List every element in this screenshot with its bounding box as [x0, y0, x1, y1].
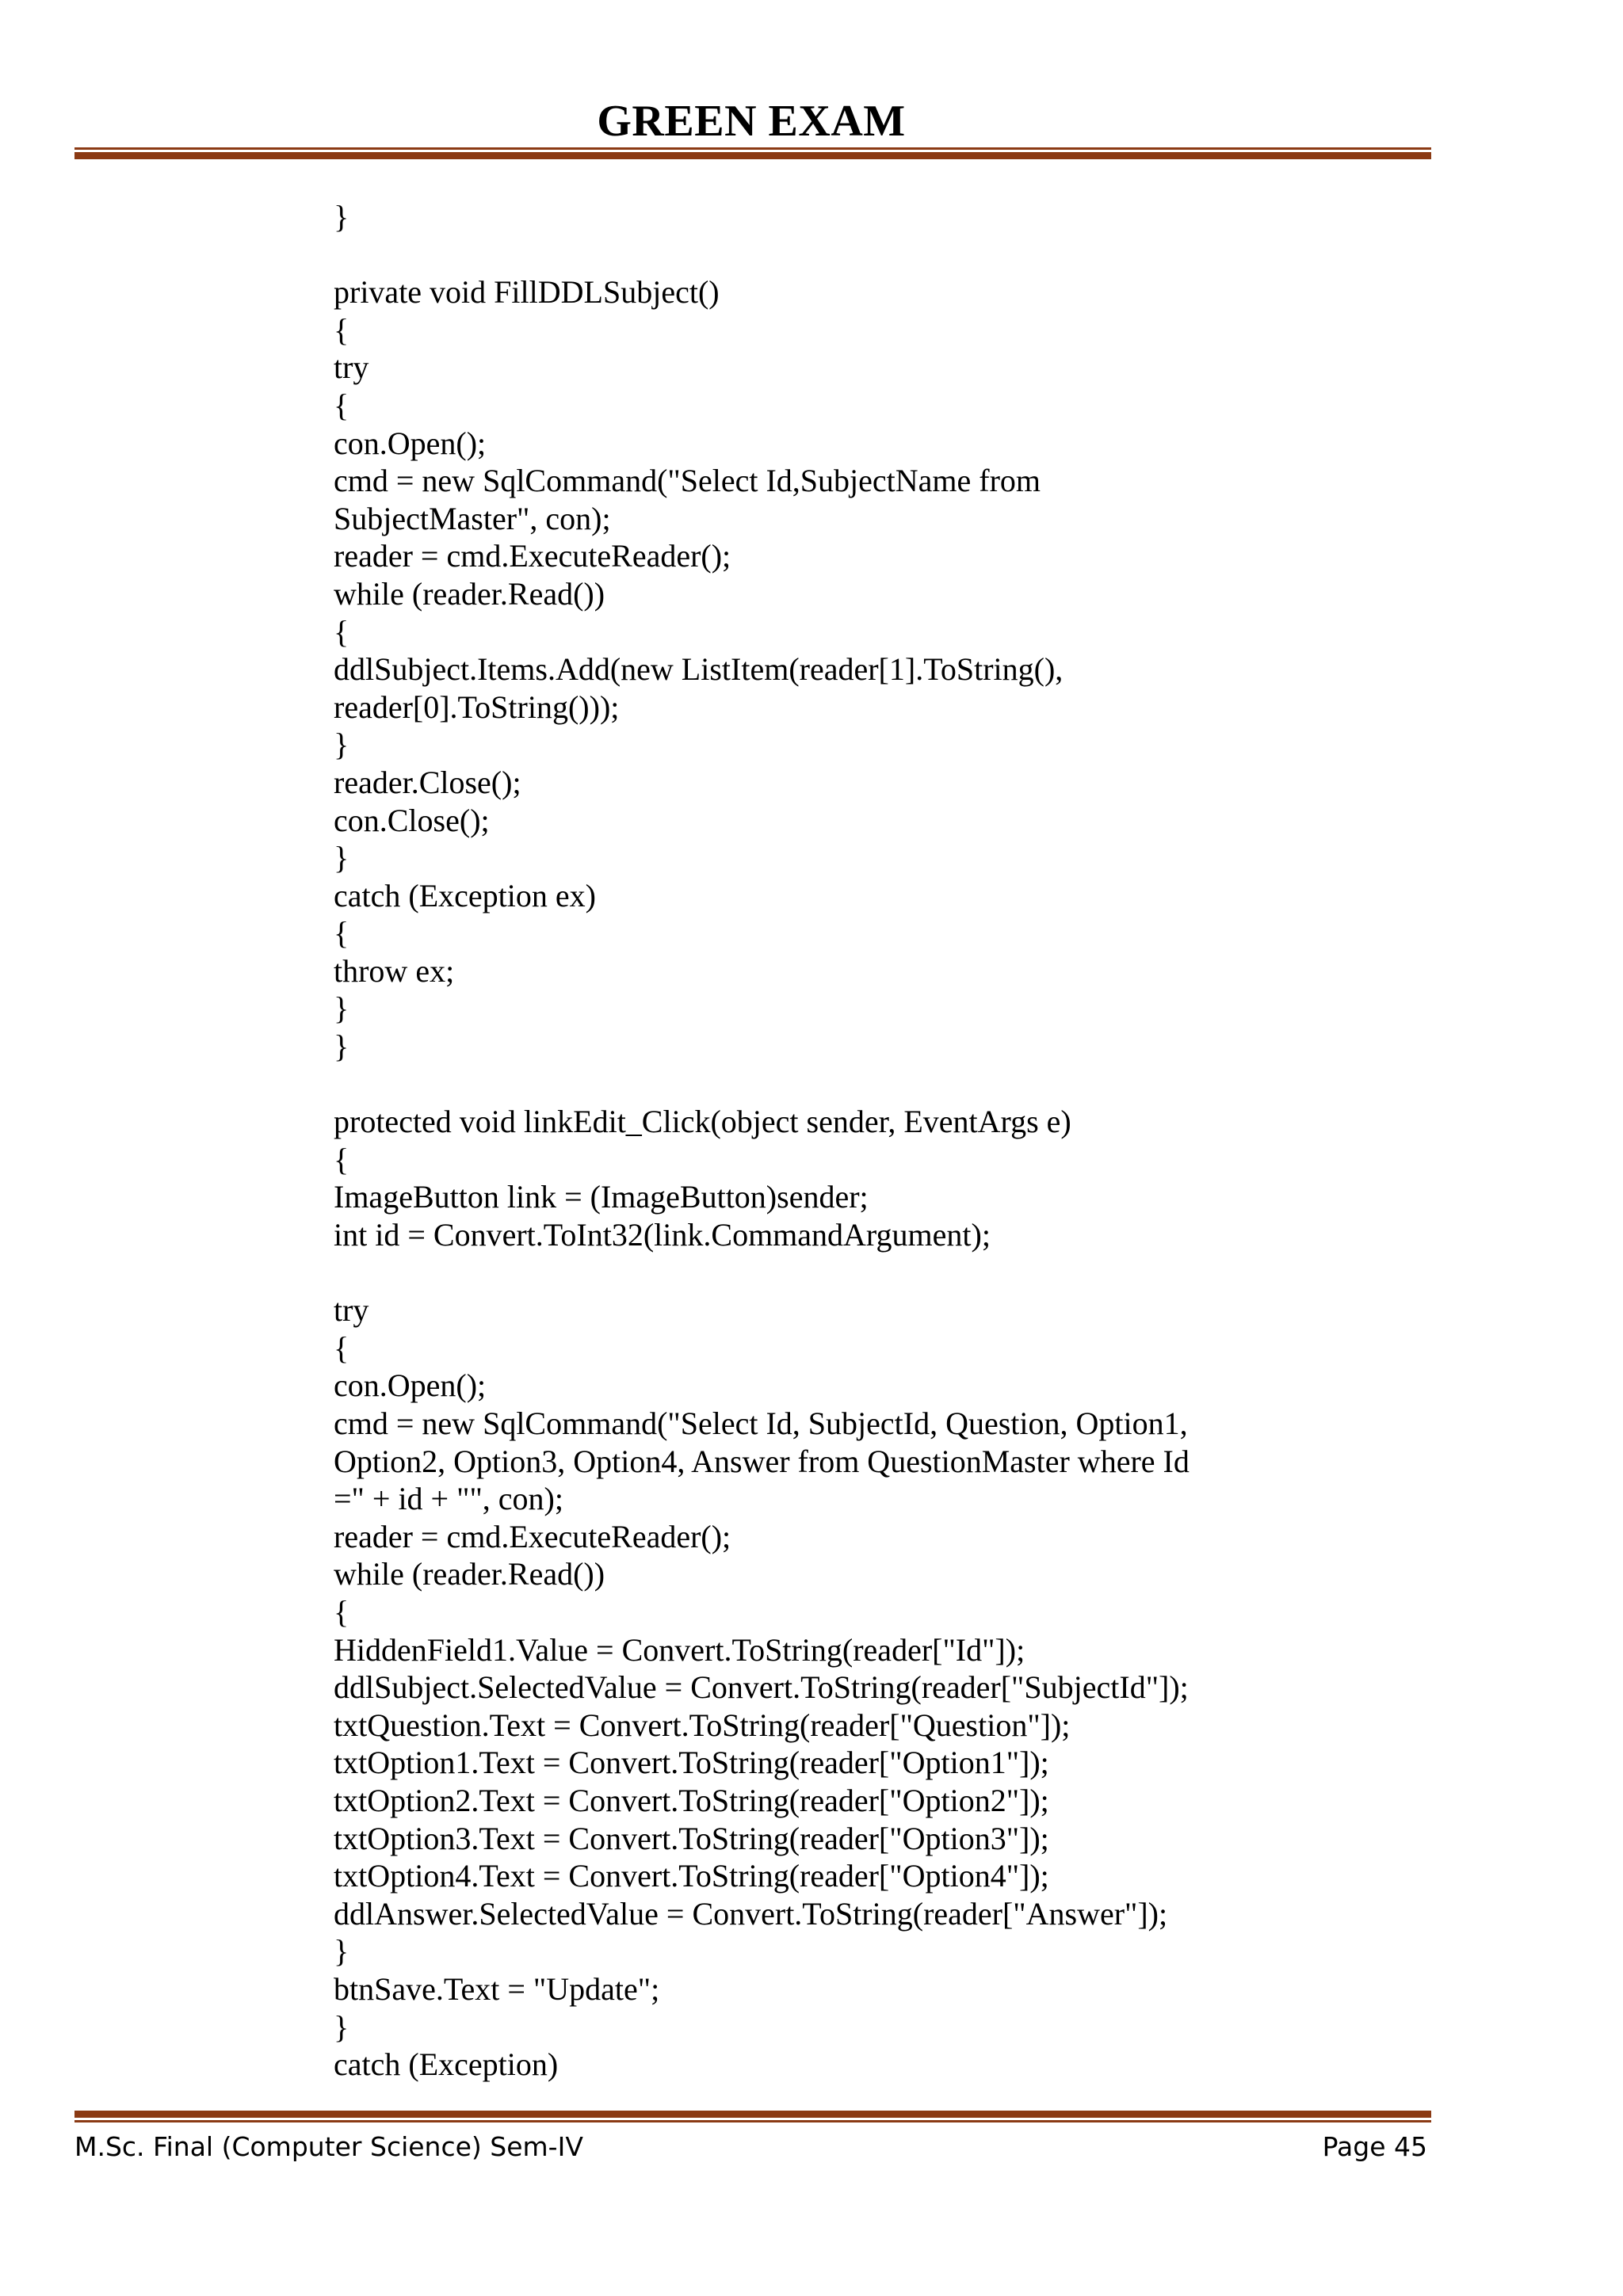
code-line: reader = cmd.ExecuteReader();: [334, 1518, 731, 1554]
code-line: int id = Convert.ToInt32(link.CommandArgument);: [334, 1217, 991, 1253]
code-line: txtQuestion.Text = Convert.ToString(reader["Question"]);: [334, 1707, 1071, 1743]
code-line: }: [334, 727, 349, 763]
code-line: txtOption4.Text = Convert.ToString(reader["Option4"]);: [334, 1858, 1049, 1894]
code-line: {: [334, 387, 349, 423]
page-header-title: GREEN EXAM: [597, 97, 906, 146]
header-rule-thick: [74, 152, 1431, 159]
code-line: {: [334, 1593, 349, 1630]
code-line: }: [334, 1028, 349, 1065]
footer-course-label: M.Sc. Final (Computer Science) Sem-IV: [74, 2131, 583, 2162]
code-line: while (reader.Read()): [334, 1556, 605, 1592]
code-line: HiddenField1.Value = Convert.ToString(reader["Id"]);: [334, 1631, 1025, 1668]
code-line: con.Close();: [334, 802, 490, 838]
code-line: cmd = new SqlCommand("Select Id,SubjectName from: [334, 463, 1041, 499]
footer-rule-thick: [74, 2111, 1431, 2118]
code-line: txtOption1.Text = Convert.ToString(reader["Option1"]);: [334, 1745, 1049, 1781]
footer-page-number: Page 45: [1322, 2131, 1427, 2162]
code-line: con.Open();: [334, 425, 487, 461]
code-line: ddlAnswer.SelectedValue = Convert.ToString(reader["Answer"]);: [334, 1895, 1168, 1932]
code-line: protected void linkEdit_Click(object sender, EventArgs e): [334, 1104, 1071, 1140]
code-line: con.Open();: [334, 1367, 487, 1404]
code-line: ddlSubject.SelectedValue = Convert.ToString(reader["SubjectId"]);: [334, 1669, 1189, 1706]
code-line: cmd = new SqlCommand("Select Id, SubjectId, Question, Option1,: [334, 1405, 1188, 1441]
footer-rule-thin: [74, 2120, 1431, 2122]
code-line: {: [334, 1141, 349, 1177]
code-line: [334, 1254, 1443, 1292]
code-line: Option2, Option3, Option4, Answer from QuestionMaster where Id: [334, 1443, 1190, 1479]
code-line: catch (Exception): [334, 2046, 559, 2083]
code-line: btnSave.Text = "Update";: [334, 1970, 660, 2007]
code-line: reader = cmd.ExecuteReader();: [334, 538, 731, 574]
code-line: }: [334, 199, 349, 235]
code-line: reader.Close();: [334, 764, 521, 800]
code-line: ImageButton link = (ImageButton)sender;: [334, 1179, 869, 1215]
code-line: SubjectMaster", con);: [334, 500, 611, 536]
code-line: txtOption3.Text = Convert.ToString(reader["Option3"]);: [334, 1820, 1049, 1856]
code-line: while (reader.Read()): [334, 575, 605, 612]
code-line: reader[0].ToString()));: [334, 688, 620, 725]
code-line: try: [334, 1292, 369, 1329]
code-line: throw ex;: [334, 952, 455, 989]
code-line: ddlSubject.Items.Add(new ListItem(reader[1].ToString(),: [334, 651, 1064, 688]
code-line: {: [334, 613, 349, 650]
code-line: }: [334, 840, 349, 876]
code-line: }: [334, 1933, 349, 1970]
code-line: txtOption2.Text = Convert.ToString(reader["Option2"]);: [334, 1782, 1049, 1818]
code-line: }: [334, 990, 349, 1027]
code-line: [334, 1066, 1443, 1104]
code-listing: [334, 198, 1443, 2084]
code-line: private void FillDDLSubject(): [334, 274, 720, 311]
code-line: }: [334, 2008, 349, 2045]
code-line: try: [334, 349, 369, 386]
code-line: =" + id + "", con);: [334, 1481, 563, 1517]
code-line: {: [334, 311, 349, 348]
header-rule-thin: [74, 147, 1431, 150]
code-line: {: [334, 915, 349, 952]
code-line: [334, 236, 1443, 274]
code-line: catch (Exception ex): [334, 877, 596, 913]
code-line: {: [334, 1329, 349, 1366]
